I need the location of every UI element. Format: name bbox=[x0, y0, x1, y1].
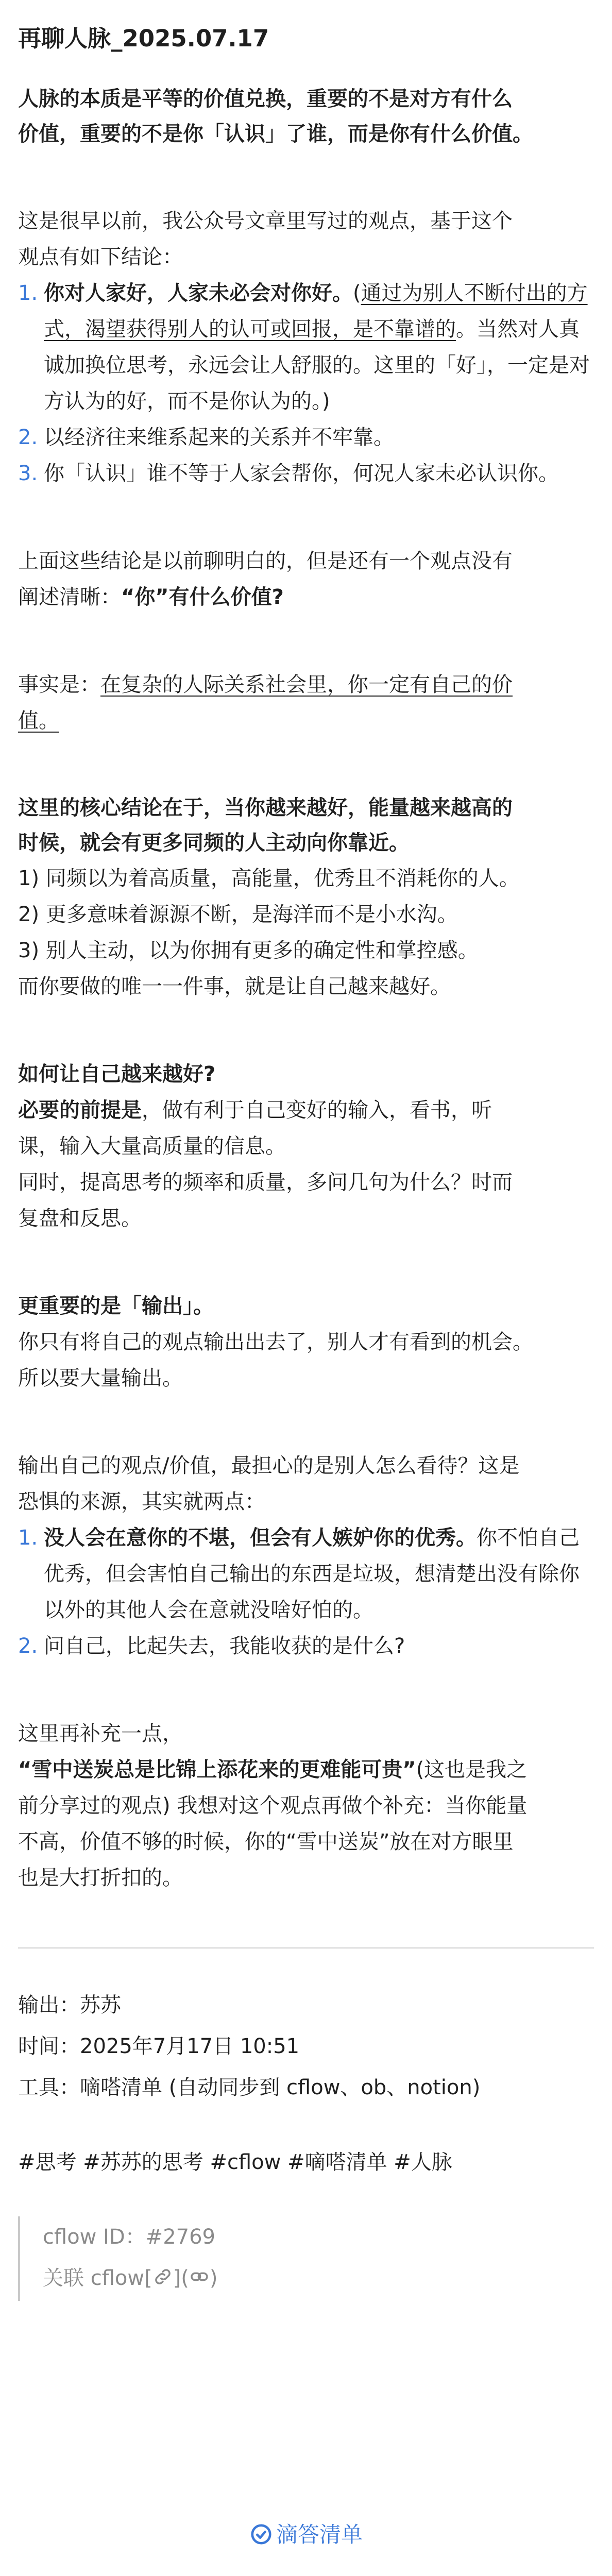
how-premise-line-2: 课，输入大量高质量的信息。 bbox=[18, 1134, 286, 1158]
conclusion-item-3 bbox=[18, 455, 594, 492]
fact-label: 事实是： bbox=[18, 673, 100, 697]
note-title: 再聊人脉_2025.07.17 bbox=[18, 25, 269, 52]
meta-output: 输出：苏苏 bbox=[18, 1993, 121, 2017]
app-footer bbox=[0, 2519, 612, 2550]
fear-line-2: 恐惧的来源，其实就两点： bbox=[18, 1490, 265, 1514]
conclusion-item-2 bbox=[18, 419, 594, 455]
tag-line[interactable]: #思考 #苏苏的思考 #cflow #嘀嗒清单 #人脉 bbox=[18, 2150, 452, 2174]
how-think-line-1: 同时，提高思考的频率和质量，多问几句为什么？时而 bbox=[18, 1171, 513, 1194]
how-premise-bold: 必要的前提是 bbox=[18, 1098, 142, 1122]
para2-bold: “你”有什么价值? bbox=[121, 585, 284, 609]
conclusions-list bbox=[18, 275, 594, 492]
meta-time: 时间：2025年7月17日 10:51 bbox=[18, 2035, 300, 2058]
core-point-2: 2) 更多意味着源源不断，是海洋而不是小水沟。 bbox=[18, 903, 458, 926]
fear-item-2 bbox=[18, 1628, 594, 1664]
supplement-line-3: 前分享过的观点) 我想对这个观点再做个补充：当你能量 bbox=[18, 1794, 528, 1818]
core-point-1: 1) 同频以为着高质量，高能量，优秀且不消耗你的人。 bbox=[18, 867, 520, 890]
list-number: 3. bbox=[18, 462, 38, 485]
output-line-1: 你只有将自己的观点输出出去了，别人才有看到的机会。 bbox=[18, 1330, 533, 1354]
intro-line-2: 观点有如下结论： bbox=[18, 245, 183, 269]
conclusion-1-underlined: 通过为别人不断付出的方式，渴望获得别人的认可或回报，是不靠谱的 bbox=[44, 281, 588, 341]
fact-line-1 bbox=[18, 667, 594, 703]
fear-item-1 bbox=[18, 1520, 594, 1628]
link-icon[interactable] bbox=[152, 2260, 173, 2301]
supplement-line: 这里再补充一点， bbox=[18, 1722, 183, 1745]
cflow-id: cflow ID：#2769 bbox=[43, 2225, 215, 2249]
output-line-2: 所以要大量输出。 bbox=[18, 1366, 183, 1390]
conclusion-1-paren: ( bbox=[353, 281, 361, 305]
meta-tool: 工具：嘀嗒清单 (自动同步到 cflow、ob、notion) bbox=[18, 2076, 481, 2099]
output-heading: 更重要的是「输出」。 bbox=[18, 1294, 214, 1318]
how-premise-line-1 bbox=[18, 1092, 594, 1128]
dida-check-icon bbox=[249, 2522, 276, 2547]
how-think-line-2: 复盘和反思。 bbox=[18, 1207, 142, 1230]
fear-item-1-bold: 没人会在意你的不堪，但会有人嫉妒你的优秀。 bbox=[44, 1526, 477, 1550]
conclusion-3-text: 你「认识」谁不等于人家会帮你，何况人家未必认识你。 bbox=[44, 462, 559, 485]
cflow-quote-block bbox=[18, 2216, 594, 2301]
fear-item-1-rest: 你不怕自己优秀，但会害怕自己输出的东西是垃圾，想清楚出没有除你以外的其他人会在意就没啥好怕的。 bbox=[44, 1526, 580, 1622]
supplement-rest-1: (这也是我之 bbox=[416, 1758, 528, 1782]
cflow-related-suffix: ) bbox=[209, 2266, 218, 2290]
core-point-3: 3) 别人主动，以为你拥有更多的确定性和掌控感。 bbox=[18, 939, 479, 962]
list-number: 2. bbox=[18, 1634, 38, 1658]
core-closing: 而你要做的唯一一件事，就是让自己越来越好。 bbox=[18, 975, 451, 998]
para2-line-1: 上面这些结论是以前聊明白的，但是还有一个观点没有 bbox=[18, 549, 513, 573]
fear-list bbox=[18, 1520, 594, 1664]
lead-line-1: 人脉的本质是平等的价值兑换，重要的不是对方有什么 bbox=[18, 87, 513, 111]
fact-line-2 bbox=[18, 703, 594, 739]
conclusion-2-text: 以经济往来维系起来的关系并不牢靠。 bbox=[44, 426, 394, 449]
supplement-bold: “雪中送炭总是比锦上添花来的更难能可贵” bbox=[18, 1758, 416, 1782]
how-heading: 如何让自己越来越好? bbox=[18, 1062, 216, 1086]
supplement-line-5: 也是大打折扣的。 bbox=[18, 1866, 183, 1890]
how-premise-rest-1: ，做有利于自己变好的输入，看书，听 bbox=[142, 1098, 492, 1122]
cflow-related-prefix: 关联 cflow[ bbox=[43, 2266, 152, 2290]
list-number: 1. bbox=[18, 281, 38, 305]
core-bold-1: 这里的核心结论在于，当你越来越好，能量越来越高的 bbox=[18, 796, 513, 820]
supplement-line-2 bbox=[18, 1752, 594, 1788]
fear-line-1: 输出自己的观点/价值，最担心的是别人怎么看待？这是 bbox=[18, 1454, 520, 1478]
fact-underlined-2: 值。 bbox=[18, 709, 59, 733]
list-number: 2. bbox=[18, 426, 38, 449]
lead-line-2: 价值，重要的不是你「认识」了谁，而是你有什么价值。 bbox=[18, 122, 533, 146]
conclusion-1-rest: 。当然对人真诚加换位思考，永远会让人舒服的。这里的「好」，一定是对方认为的好，而不是你认为的。) bbox=[44, 317, 590, 413]
cflow-related bbox=[43, 2258, 594, 2301]
brand-name: 滴答清单 bbox=[276, 2522, 363, 2547]
supplement-line-4: 不高，价值不够的时候，你的“雪中送炭”放在对方眼里 bbox=[18, 1830, 514, 1854]
intro-line-1: 这是很早以前，我公众号文章里写过的观点，基于这个 bbox=[18, 209, 513, 233]
para2-line-2 bbox=[18, 579, 594, 615]
chain-icon[interactable] bbox=[189, 2260, 210, 2301]
para2-line-2-text: 阐述清晰： bbox=[18, 585, 121, 609]
cflow-related-mid: ]( bbox=[173, 2266, 189, 2290]
fear-item-2-text: 问自己，比起失去，我能收获的是什么? bbox=[44, 1634, 405, 1658]
list-number: 1. bbox=[18, 1526, 38, 1550]
core-bold-2: 时候，就会有更多同频的人主动向你靠近。 bbox=[18, 831, 410, 855]
conclusion-1-bold: 你对人家好，人家未必会对你好。 bbox=[44, 281, 353, 305]
conclusion-item-1 bbox=[18, 275, 594, 419]
fact-underlined-1: 在复杂的人际关系社会里，你一定有自己的价 bbox=[100, 673, 513, 697]
